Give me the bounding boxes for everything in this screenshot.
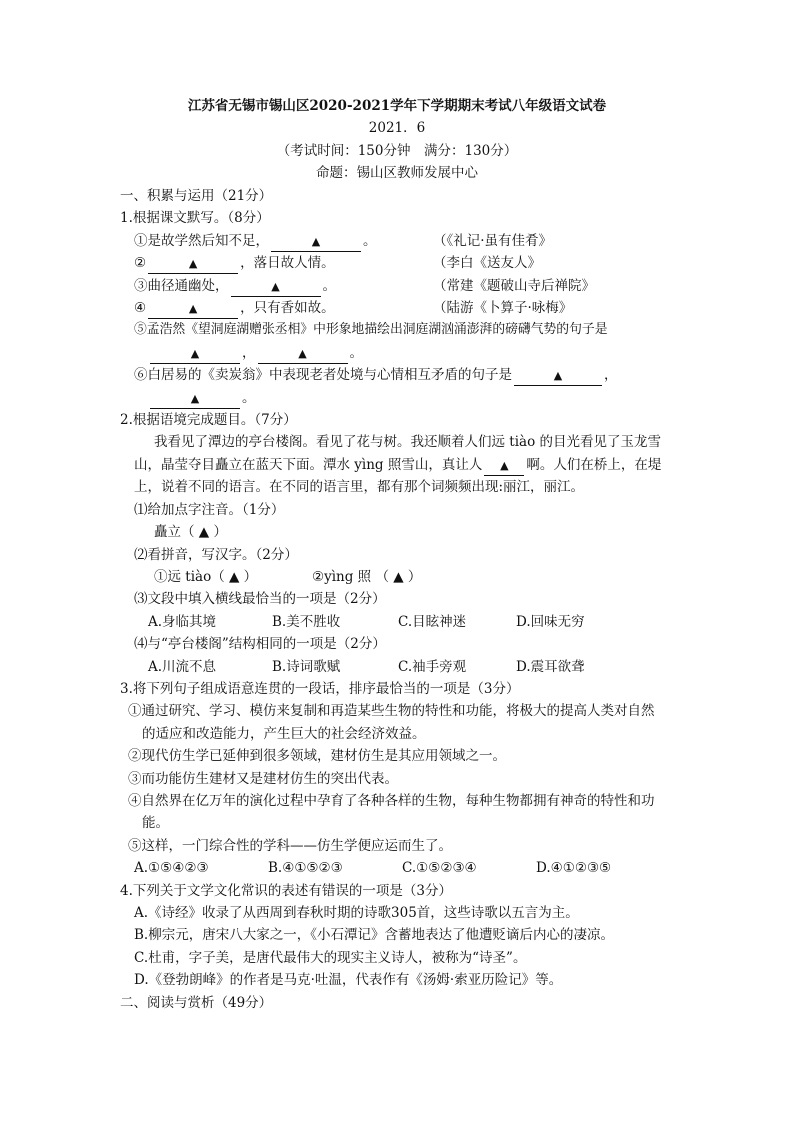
triangle-mark: ▲ [188, 257, 198, 271]
q1-line-text: ③曲径通幽处， [134, 277, 229, 294]
q4-option-c[interactable]: C.杜甫，字子美，是唐代最伟大的现实主义诗人，被称为“诗圣”。 [134, 949, 527, 966]
q1-line-4 [120, 297, 694, 319]
q1-line-5: ⑤孟浩然《望洞庭湖赠张丞相》中形象地描绘出洞庭湖汹涌澎湃的磅礴气势的句子是 [134, 322, 608, 338]
option-c[interactable]: C.目眩神迷 [398, 613, 467, 630]
q1-source: （常建《题破山寺后禅院》 [433, 277, 595, 294]
q1-line-end: ，只有香如故。 [240, 300, 335, 317]
q3-sentence-4a: ④自然界在亿万年的演化过程中孕育了各种各样的生物，每种生物都拥有神奇的特性和功 [128, 792, 655, 809]
answer-blank[interactable] [514, 366, 602, 386]
q1-line-6-answers [120, 387, 694, 409]
triangle-mark: ▲ [553, 369, 563, 383]
section-2-heading: 二、阅读与赏析（49分） [120, 994, 273, 1011]
option-a[interactable]: A.身临其境 [148, 613, 217, 630]
exam-author: 命题：锡山区教师发展中心 [316, 165, 478, 182]
answer-blank[interactable] [231, 277, 321, 297]
q2-para-text-end: 啊。人们在桥上，在堤 [526, 456, 662, 473]
option-c[interactable]: C.①⑤②③④ [402, 860, 477, 877]
q1-line-6-text: ⑥白居易的《卖炭翁》中表现老者处境与心情相互矛盾的句子是 [134, 367, 512, 384]
q2-paragraph-line-1: 我看见了潭边的亭台楼阁。看见了花与树。我还顺着人们远 tiào 的目光看见了玉龙雪 [154, 434, 662, 451]
q3-sentence-3: ③而功能仿生建材又是建材仿生的突出代表。 [128, 770, 398, 787]
answer-blank[interactable] [484, 456, 524, 476]
question-2-stem: 2.根据语境完成题目。（7分） [120, 412, 297, 429]
triangle-mark: ▲ [271, 279, 280, 293]
q3-options [120, 857, 694, 879]
q2-sub-2-a: ①远 tiào（ ▲ ） [154, 568, 258, 585]
section-1 [120, 185, 694, 1014]
triangle-mark: ▲ [190, 391, 200, 405]
comma: ， [604, 367, 618, 384]
q1-line-5-answers [120, 342, 694, 364]
exam-date: 2021．6 [368, 120, 426, 137]
q3-sentence-2: ②现代仿生学已延伸到很多领域，建材仿生是其应用领域之一。 [128, 748, 506, 765]
exam-info: （考试时间：150分钟 满分：130分） [276, 142, 518, 159]
option-d[interactable]: D.④①②③⑤ [536, 860, 612, 877]
option-d[interactable]: D.回味无穷 [516, 613, 585, 630]
period: 。 [349, 344, 363, 361]
option-d[interactable]: D.震耳欲聋 [516, 658, 585, 675]
triangle-mark: ▲ [190, 346, 200, 360]
question-3-stem: 3.将下列句子组成语意连贯的一段话，排序最恰当的一项是（3分） [120, 680, 520, 697]
q1-line-text: ② [134, 255, 147, 272]
triangle-mark: ▲ [500, 458, 509, 472]
q1-line-text: ①是故学然后知不足， [134, 232, 269, 249]
exam-title: 江苏省无锡市锡山区2020-2021学年下学期期末考试八年级语文试卷 [187, 98, 607, 114]
triangle-mark: ▲ [311, 234, 321, 248]
q2-paragraph-line-2 [120, 454, 694, 476]
q1-source: （《礼记·虽有佳肴》 [433, 232, 553, 249]
q2-sub-2-b: ②yìng 照 （ ▲ ） [312, 568, 422, 585]
option-b[interactable]: B.诗词歌赋 [272, 658, 341, 675]
q3-sentence-1b: 的适应和改造能力，产生巨大的社会经济效益。 [142, 725, 426, 742]
comma: ， [242, 344, 256, 361]
q1-line-end: ，落日故人情。 [240, 255, 335, 272]
option-c[interactable]: C.袖手旁观 [398, 658, 467, 675]
option-b[interactable]: B.美不胜收 [272, 613, 341, 630]
q1-line-1 [120, 230, 694, 252]
q3-sentence-5: ⑤这样，一门综合性的学科——仿生学便应运而生了。 [128, 837, 452, 854]
q4-option-d[interactable]: D.《登勃朗峰》的作者是马克·吐温，代表作有《汤姆·索亚历险记》等。 [134, 972, 563, 989]
q2-sub-2-answers [120, 566, 694, 588]
q3-sentence-4b: 能。 [142, 815, 169, 832]
q1-line-6 [120, 364, 694, 386]
answer-blank[interactable] [150, 389, 240, 409]
answer-blank[interactable] [271, 232, 361, 252]
triangle-mark: ▲ [188, 302, 198, 316]
q2-sub-3-options [120, 611, 694, 633]
option-a[interactable]: A.①⑤④②③ [134, 860, 209, 877]
q2-sub-1-answer: 矗立（ ▲ ） [154, 524, 227, 541]
question-1-stem: 1.根据课文默写。（8分） [120, 210, 270, 227]
q1-line-2 [120, 252, 694, 274]
question-4-stem: 4.下列关于文学文化常识的表述有错误的一项是（3分） [120, 882, 452, 899]
q2-paragraph-line-3: 上，说着不同的语言。在不同的语言里，都有那个词频频出现:丽江，丽江。 [134, 479, 585, 496]
triangle-mark: ▲ [298, 346, 307, 360]
q4-option-a[interactable]: A.《诗经》收录了从西周到春秋时期的诗歌305首，这些诗歌以五言为主。 [134, 905, 579, 921]
q2-sub-4: ⑷与“亭台楼阁”结构相同的一项是（2分） [134, 636, 386, 653]
q1-source: （陆游《卜算子·咏梅》 [433, 300, 573, 317]
q1-line-text: ④ [134, 300, 147, 317]
answer-blank[interactable] [258, 344, 348, 364]
q1-source: （李白《送友人》 [433, 255, 541, 272]
period: 。 [242, 389, 256, 406]
q2-sub-1: ⑴给加点字注音。（1分） [134, 501, 285, 518]
q2-sub-4-options [120, 656, 694, 678]
q2-sub-2: ⑵看拼音，写汉字。（2分） [134, 546, 298, 563]
q2-sub-3: ⑶文段中填入横线最恰当的一项是（2分） [134, 591, 386, 608]
q3-sentence-1a: ①通过研究、学习、模仿来复制和再造某些生物的特性和功能，将极大的提高人类对自然 [128, 703, 655, 720]
option-a[interactable]: A.川流不息 [148, 658, 217, 675]
q1-line-end: 。 [363, 232, 377, 249]
answer-blank[interactable] [150, 344, 240, 364]
q2-para-text: 山，晶莹夺目矗立在蓝天下面。潭水 yìng 照雪山，真让人 [134, 456, 483, 473]
option-b[interactable]: B.④①⑤②③ [268, 860, 343, 877]
answer-blank[interactable] [148, 299, 238, 319]
q4-option-b[interactable]: B.柳宗元，唐宋八大家之一，《小石潭记》含蓄地表达了他遭贬谪后内心的凄凉。 [134, 927, 614, 944]
q1-line-3 [120, 275, 694, 297]
section-heading: 一、积累与运用（21分） [120, 188, 273, 204]
q1-line-end: 。 [322, 277, 336, 294]
answer-blank[interactable] [148, 254, 238, 274]
